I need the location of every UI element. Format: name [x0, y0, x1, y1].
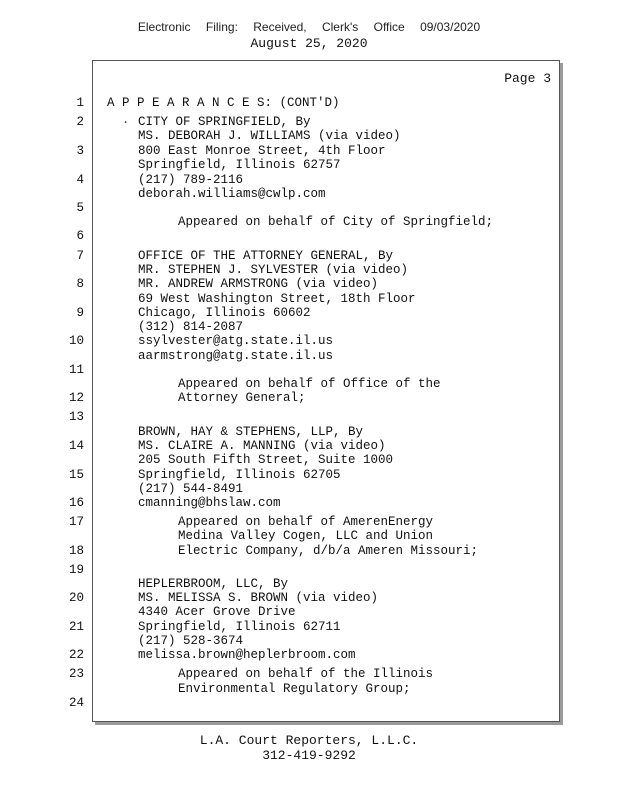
party-line: 69 West Washington Street, 18th Floor [138, 292, 416, 306]
party-line: (217) 789-2116 [138, 173, 244, 187]
page-number: Page 3 [504, 71, 551, 86]
party-line: MR. ANDREW ARMSTRONG (via video) [138, 277, 379, 291]
line-number: 6 [76, 229, 84, 243]
margin-dot: . [122, 113, 130, 127]
line-number: 22 [68, 648, 84, 662]
party-line: OFFICE OF THE ATTORNEY GENERAL, By [138, 249, 394, 263]
line-number: 15 [68, 468, 84, 482]
party-line: BROWN, HAY & STEPHENS, LLP, By [138, 425, 364, 439]
party-line: MR. STEPHEN J. SYLVESTER (via video) [138, 263, 409, 277]
line-number: 16 [68, 496, 84, 510]
filing-stamp [0, 20, 618, 34]
stamp-filing: Filing: [205, 20, 238, 34]
party-line: (312) 814-2087 [138, 320, 244, 334]
party-line: MS. MELISSA S. BROWN (via video) [138, 591, 379, 605]
party-line: MS. CLAIRE A. MANNING (via video) [138, 439, 386, 453]
behalf-line: Attorney General; [178, 391, 306, 405]
line-number: 4 [76, 173, 84, 187]
line-number: 18 [68, 544, 84, 558]
party-line: Springfield, Illinois 62705 [138, 468, 341, 482]
line-number: 7 [76, 249, 84, 263]
line-number: 23 [68, 667, 84, 681]
line-number: 8 [76, 277, 84, 291]
line-number: 14 [68, 439, 84, 453]
party-email: aarmstrong@atg.state.il.us [138, 349, 334, 363]
party-line: HEPLERBROOM, LLC, By [138, 577, 289, 591]
behalf-line: Medina Valley Cogen, LLC and Union [178, 529, 434, 543]
party-line: 4340 Acer Grove Drive [138, 605, 296, 619]
stamp-date: 09/03/2020 [420, 20, 481, 34]
party-email: cmanning@bhslaw.com [138, 496, 281, 510]
behalf-line: Appeared on behalf of AmerenEnergy [178, 515, 434, 529]
party-email: melissa.brown@heplerbroom.com [138, 648, 356, 662]
party-line: 205 South Fifth Street, Suite 1000 [138, 453, 394, 467]
line-number: 13 [68, 410, 84, 424]
party-line: Springfield, Illinois 62757 [138, 158, 341, 172]
party-email: ssylvester@atg.state.il.us [138, 334, 334, 348]
party-line: MS. DEBORAH J. WILLIAMS (via video) [138, 129, 401, 143]
line-number: 9 [76, 306, 84, 320]
footer-company: L.A. Court Reporters, L.L.C. [199, 733, 419, 748]
behalf-line: Appeared on behalf of the Illinois [178, 667, 434, 681]
header-date: August 25, 2020 [250, 36, 368, 51]
line-number: 3 [76, 144, 84, 158]
line-number: 1 [76, 96, 84, 110]
stamp-received: Received, [253, 20, 307, 34]
line-number: 12 [68, 391, 84, 405]
party-line: Springfield, Illinois 62711 [138, 620, 341, 634]
party-line: CITY OF SPRINGFIELD, By [138, 115, 311, 129]
behalf-line: Appeared on behalf of Office of the [178, 377, 441, 391]
footer-phone: 312-419-9292 [262, 748, 356, 763]
line-number: 20 [68, 591, 84, 605]
line-number: 17 [68, 515, 84, 529]
line-number: 5 [76, 201, 84, 215]
line-number: 21 [68, 620, 84, 634]
line-number: 19 [68, 563, 84, 577]
behalf-line: Environmental Regulatory Group; [178, 682, 411, 696]
line-number: 11 [68, 363, 84, 377]
party-line: Chicago, Illinois 60602 [138, 306, 311, 320]
party-line: 800 East Monroe Street, 4th Floor [138, 144, 386, 158]
stamp-electronic: Electronic [137, 20, 191, 34]
behalf-line: Appeared on behalf of City of Springfield; [178, 215, 494, 229]
stamp-office: Office [373, 20, 405, 34]
party-email: deborah.williams@cwlp.com [138, 187, 326, 201]
behalf-line: Electric Company, d/b/a Ameren Missouri; [178, 544, 479, 558]
line-number: 2 [76, 115, 84, 129]
party-line: (217) 528-3674 [138, 634, 244, 648]
party-line: (217) 544-8491 [138, 482, 244, 496]
line-number: 10 [68, 334, 84, 348]
stamp-clerks: Clerk's [321, 20, 359, 34]
appearances-heading: A P P E A R A N C E S: (CONT'D) [107, 96, 340, 110]
line-number: 24 [68, 696, 84, 710]
